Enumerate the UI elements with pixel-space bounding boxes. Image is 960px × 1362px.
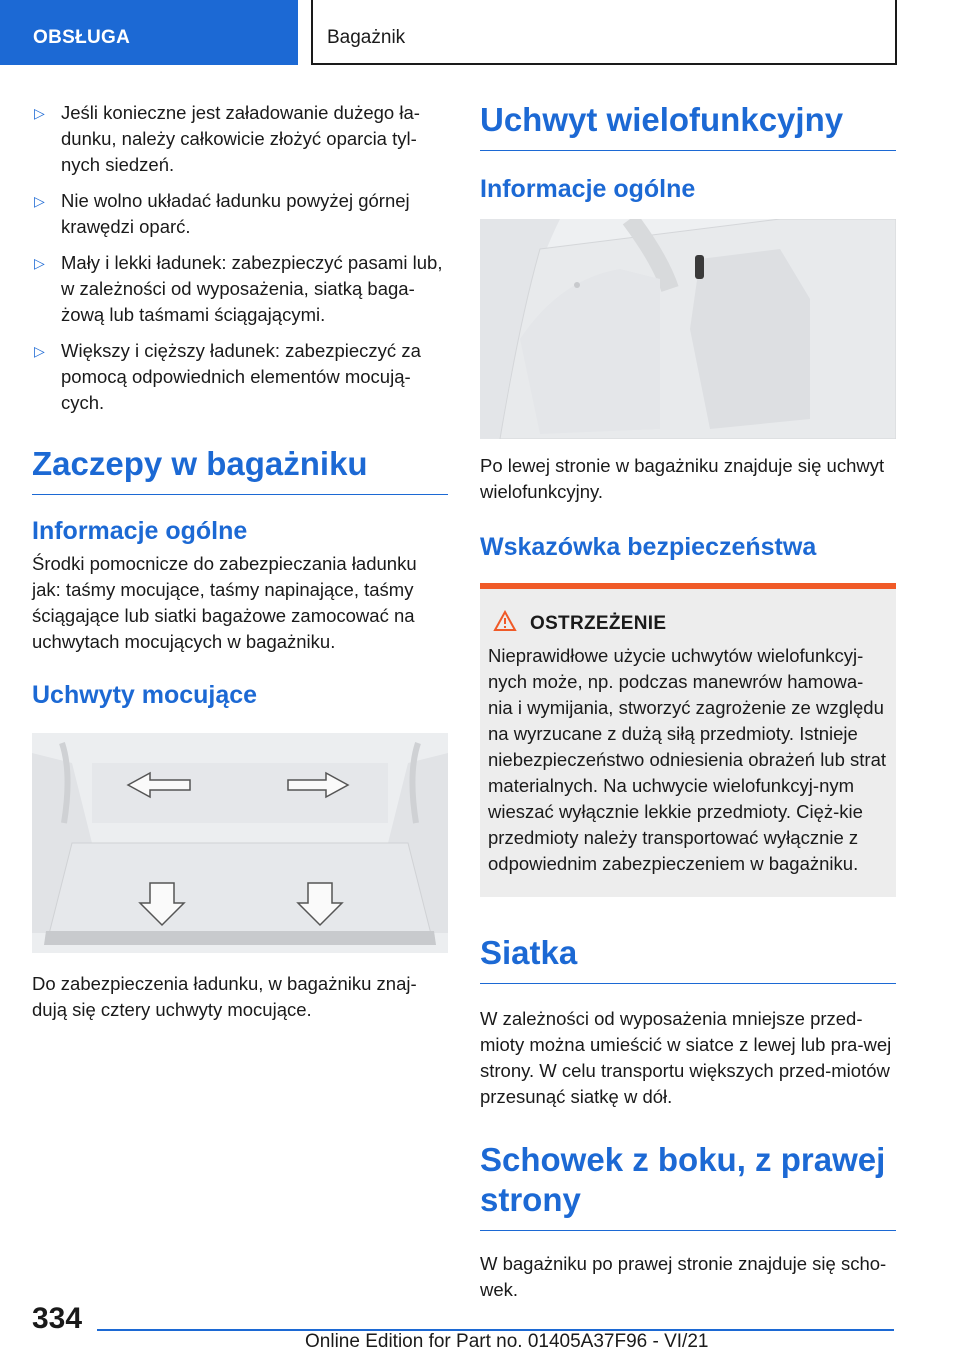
left-column — [32, 100, 448, 1023]
hook-icon — [695, 255, 704, 279]
info-paragraph: Środki pomocnicze do zabezpieczania ładunku jak: taśmy mocujące, taśmy napinające, taśmy ściągające lub siatki bagażowe zamocować na uchwytach mocujących w bagażniku. — [32, 553, 417, 652]
load-bullets — [32, 100, 448, 416]
triangle-bullet-icon: ▷ — [34, 193, 45, 209]
warning-header — [480, 589, 896, 635]
info-paragraph: Po lewej stronie w bagażniku znajduje się uchwyt wielofunkcyjny. — [480, 455, 885, 502]
list-item: ▷ Większy i cięższy ładunek: zabezpieczyć za pomocą odpowiednich elementów mocują-cych. — [34, 340, 421, 413]
net-paragraph: W zależności od wyposażenia mniejsze przed-mioty można umieścić w siatce z lewej lub pra-wej strony. W celu transportu większych przed-miotów przesunąć siatkę w dół. — [480, 1008, 892, 1107]
subsection-heading: Informacje ogólne — [480, 175, 696, 203]
compartment-paragraph: W bagażniku po prawej stronie znajduje się scho-wek. — [480, 1253, 887, 1300]
section-heading: Schowek z boku, z prawej strony — [480, 1140, 896, 1231]
list-item: ▷ Mały i lekki ładunek: zabezpieczyć pasami lub, w zależności od wyposażenia, siatką baga-żową lub taśmami ściągającymi. — [34, 252, 443, 325]
list-item: ▷ Jeśli konieczne jest załadowanie dużego ła-dunku, należy całkowicie złożyć oparcia tyl-nych siedzeń. — [34, 102, 420, 175]
chapter-header — [311, 0, 897, 65]
list-item: ▷ Nie wolno układać ładunku powyżej górnej krawędzi oparć. — [34, 190, 410, 237]
trunk-hooks-image — [32, 733, 448, 953]
section-label: OBSŁUGA — [33, 27, 131, 48]
section-tab — [0, 0, 298, 65]
section-heading: Uchwyt wielofunkcyjny — [480, 100, 896, 151]
section-heading: Siatka — [480, 933, 896, 984]
page-number: 334 — [32, 1302, 83, 1335]
triangle-bullet-icon: ▷ — [34, 105, 45, 121]
triangle-bullet-icon: ▷ — [34, 343, 45, 359]
trunk-floor-illustration — [32, 733, 448, 953]
triangle-bullet-icon: ▷ — [34, 255, 45, 271]
warning-triangle-icon — [493, 610, 517, 632]
right-column — [480, 100, 896, 1303]
chapter-title: Bagażnik — [327, 27, 406, 48]
multifunction-hook-image — [480, 219, 896, 439]
section-heading: Zaczepy w bagażniku — [32, 444, 448, 495]
hooks-paragraph: Do zabezpieczenia ładunku, w bagażniku znaj-dują się cztery uchwyty mocujące. — [32, 973, 417, 1020]
warning-text: Nieprawidłowe użycie uchwytów wielofunkcyj-nych może, np. podczas manewrów hamowa-nia i wymijania, stworzyć zagrożenie ze względu na wyrzucane z dużą siłą przedmioty. Istnieje niebezpieczeństwo odniesienia obrażeń lub strat materialnych. Na uchwycie wielofunkcyj-nym wieszać wyłącznie lekkie przedmioty. Cięż-kie przedmioty należy transportować wyłącznie z odpowiednim zabezpieczeniem w bagażniku. — [488, 645, 887, 874]
subsection-heading: Wskazówka bezpieczeństwa — [480, 533, 817, 561]
subsection-heading: Uchwyty mocujące — [32, 681, 258, 709]
warning-title: OSTRZEŻENIE — [530, 613, 667, 634]
footer-edition: Online Edition for Part no. 01405A37F96 - VI/21 — [305, 1331, 709, 1352]
warning-box — [480, 583, 896, 897]
subsection-heading: Informacje ogólne — [32, 517, 248, 545]
trunk-side-illustration — [480, 219, 896, 439]
